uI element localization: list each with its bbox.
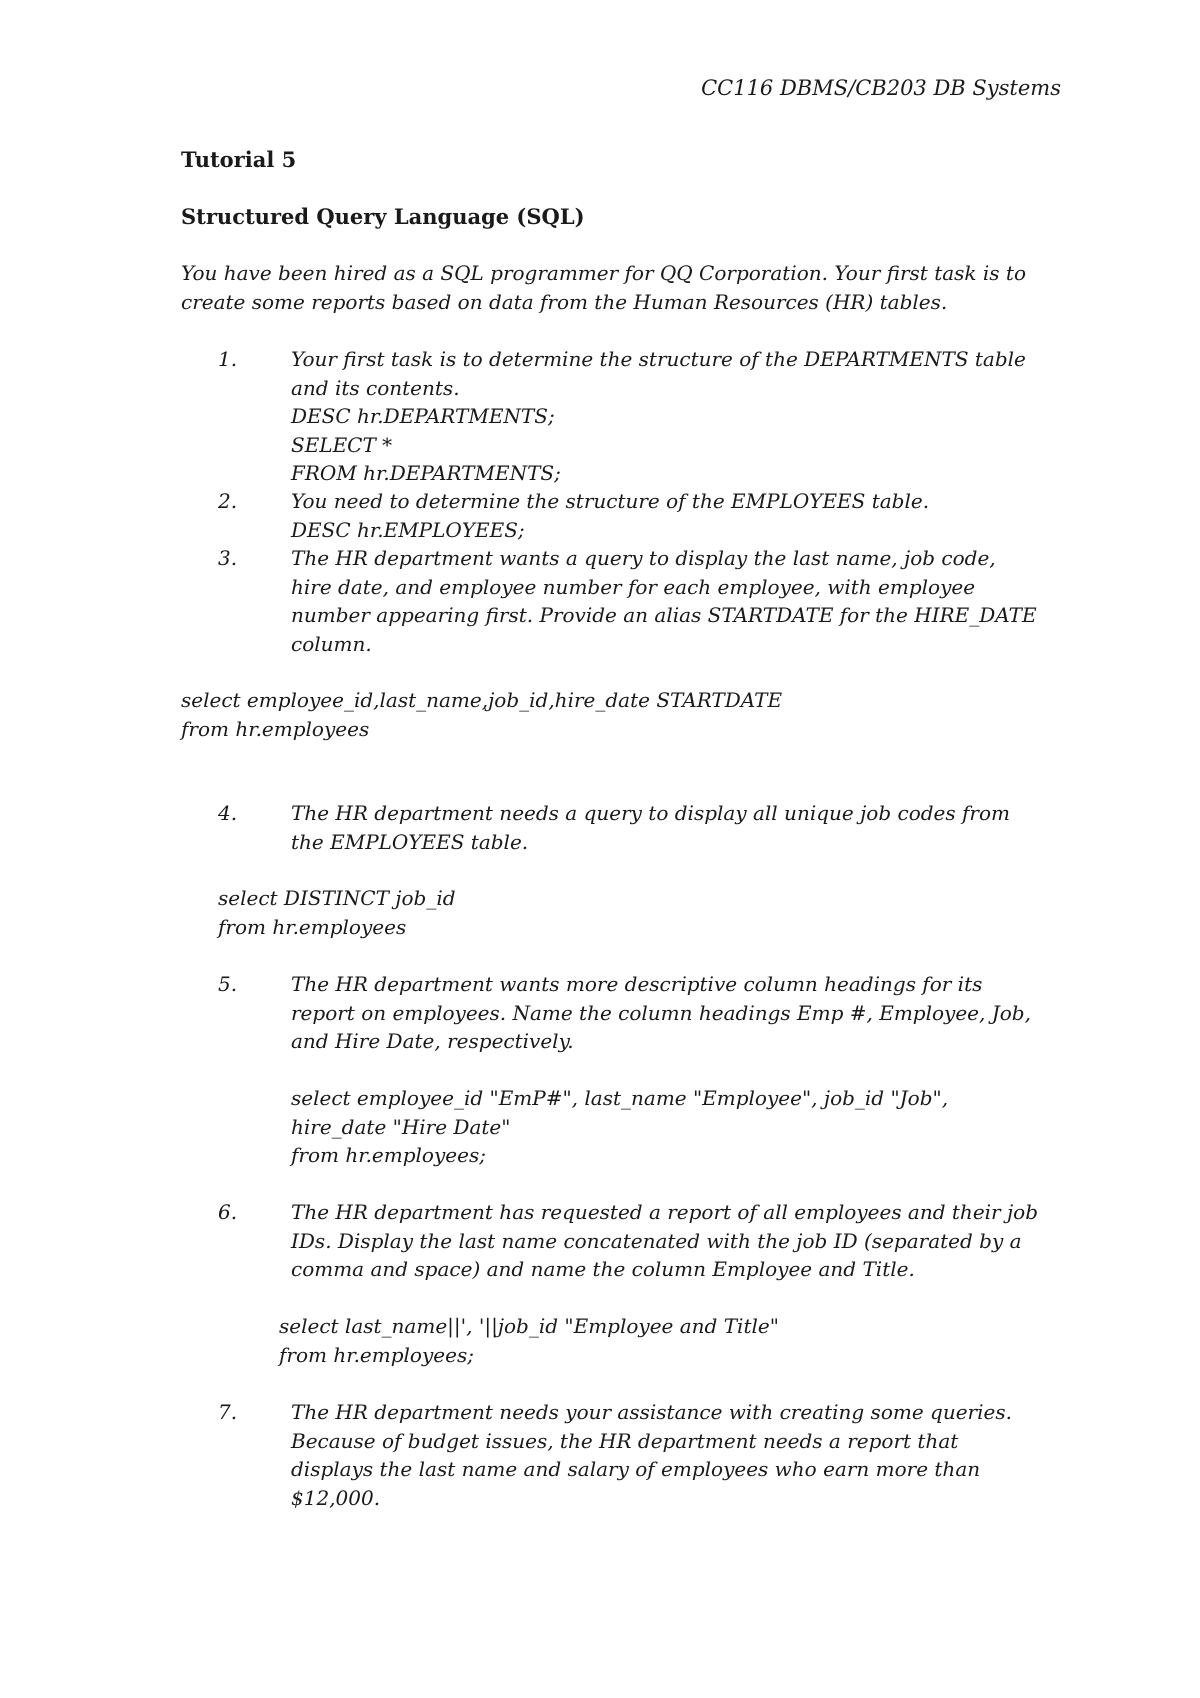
task-line: Your first task is to determine the structure of the DEPARTMENTS table (291, 347, 1026, 371)
task-number: 4. (218, 801, 238, 825)
task-line: FROM hr.DEPARTMENTS; (291, 461, 561, 485)
task-number: 2. (218, 489, 238, 513)
task-line: The HR department needs your assistance with creating some queries. (291, 1400, 1012, 1424)
task-number: 1. (218, 347, 238, 371)
task-line: and its contents. (291, 375, 460, 400)
sql-line: select DISTINCT job_id (218, 886, 456, 910)
task-1-text (291, 345, 1026, 488)
task-line: You need to determine the structure of the EMPLOYEES table. (291, 489, 930, 513)
task-2-text (291, 487, 929, 544)
task-4-answer (218, 884, 456, 941)
task-line: number appearing first. Provide an alias STARTDATE for the HIRE_DATE (291, 603, 1037, 627)
task-line: The HR department has requested a report of all employees and their job (291, 1200, 1039, 1224)
task-number: 7. (218, 1400, 238, 1424)
task-3-answer (181, 686, 782, 743)
intro-line: You have been hired as a SQL programmer for QQ Corporation. Your first task is to (181, 261, 1026, 285)
task-line: report on employees. Name the column headings Emp #, Employee, Job, (291, 1000, 1031, 1025)
task-line: comma and space) and name the column Employee and Title. (291, 1257, 915, 1281)
task-5-answer (291, 1084, 948, 1170)
task-line: column. (291, 631, 372, 656)
task-4-text (291, 799, 1010, 856)
task-line: DESC hr.EMPLOYEES; (291, 517, 525, 542)
task-number: 5. (218, 972, 238, 996)
task-number: 6. (218, 1200, 238, 1224)
task-line: The HR department needs a query to display all unique job codes from (291, 801, 1010, 825)
sql-line: from hr.employees; (279, 1342, 474, 1367)
task-line: The HR department wants a query to display the last name, job code, (291, 546, 996, 570)
task-line: hire date, and employee number for each employee, with employee (291, 574, 976, 599)
page-subtitle: Structured Query Language (SQL) (181, 204, 585, 229)
sql-line: from hr.employees (218, 914, 407, 939)
page-title: Tutorial 5 (181, 147, 297, 172)
sql-line: hire_date "Hire Date" (291, 1114, 511, 1139)
task-7-text (291, 1398, 1012, 1512)
task-6-text (291, 1198, 1038, 1284)
task-line: DESC hr.DEPARTMENTS; (291, 404, 555, 428)
task-line: The HR department wants more descriptive column headings for its (291, 972, 983, 996)
task-line: $12,000. (291, 1485, 381, 1510)
task-line: SELECT * (291, 432, 393, 457)
intro-paragraph (181, 259, 1026, 316)
task-5-text (291, 970, 1031, 1056)
task-number: 3. (218, 546, 238, 570)
task-3-text (291, 544, 1037, 658)
sql-line: from hr.employees; (291, 1143, 486, 1167)
sql-line: select employee_id "EmP#", last_name "Employee", job_id "Job", (291, 1086, 949, 1110)
sql-line: select employee_id,last_name,job_id,hire_date STARTDATE (181, 688, 783, 712)
task-line: IDs. Display the last name concatenated with the job ID (separated by a (291, 1228, 1022, 1253)
task-line: the EMPLOYEES table. (291, 829, 529, 854)
sql-line: select last_name||', '||job_id "Employee and Title" (279, 1314, 779, 1338)
sql-line: from hr.employees (181, 716, 370, 741)
task-line: and Hire Date, respectively. (291, 1029, 574, 1053)
task-line: Because of budget issues, the HR department needs a report that (291, 1428, 959, 1453)
task-line: displays the last name and salary of employees who earn more than (291, 1457, 981, 1481)
task-6-answer (279, 1312, 779, 1369)
intro-line: create some reports based on data from the Human Resources (HR) tables. (181, 289, 948, 314)
page-header-course: CC116 DBMS/CB203 DB Systems (701, 76, 1061, 100)
